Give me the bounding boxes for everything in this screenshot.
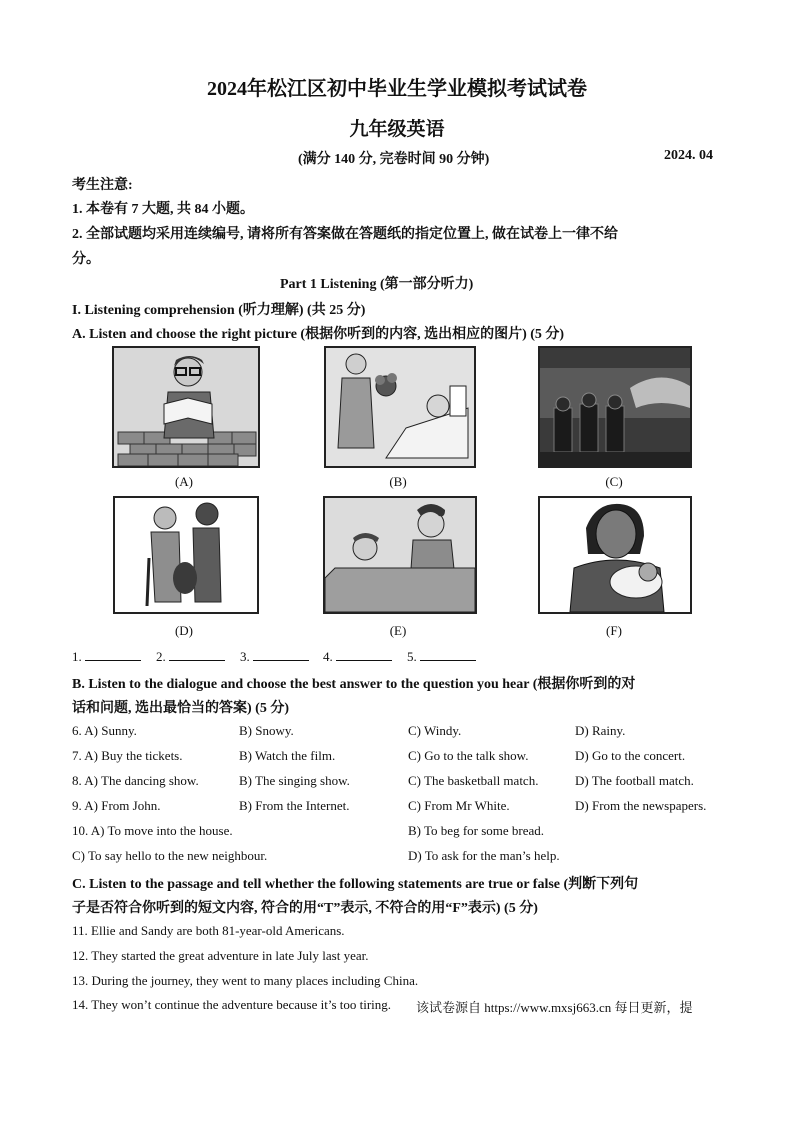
- exam-title: 2024年松江区初中毕业生学业模拟考试试卷: [207, 78, 587, 100]
- picture-caption-e: (E): [389, 623, 407, 638]
- answer-blank-3: 3.: [240, 648, 309, 665]
- question-option: C) To say hello to the new neighbour.: [72, 848, 268, 863]
- question-option: C) From Mr White.: [408, 798, 510, 813]
- question-option: B) To beg for some bread.: [408, 823, 545, 838]
- section-a-heading: A. Listen and choose the right picture (根据你听到的内容, 选出相应的图片) (5 分): [72, 327, 565, 342]
- picture-caption-a: (A): [174, 474, 194, 489]
- picture-caption-f: (F): [606, 623, 622, 638]
- exam-subject: 九年级英语: [349, 119, 445, 140]
- notice-item-2-line-1: 2. 全部试题均采用连续编号, 请将所有答案做在答题纸的指定位置上, 做在试卷上一律不给: [72, 227, 618, 242]
- question-option: D) Go to the concert.: [575, 748, 686, 763]
- question-option: D) The football match.: [575, 773, 694, 788]
- answer-blank-5: 5.: [407, 648, 476, 665]
- section-1-heading: I. Listening comprehension (听力理解) (共 25 分): [72, 303, 366, 318]
- question-option: D) Rainy.: [575, 723, 626, 738]
- question-option: 6. A) Sunny.: [72, 723, 137, 738]
- part1-heading: Part 1 Listening (第一部分听力): [280, 277, 474, 292]
- answer-blank-4: 4.: [323, 648, 392, 665]
- section-b-heading-line-1: B. Listen to the dialogue and choose the best answer to the question you hear (根据你听到的对: [72, 677, 636, 692]
- doctor-with-patient-picture: [323, 496, 477, 614]
- exam-info: (满分 140 分, 完卷时间 90 分钟): [298, 152, 490, 167]
- question-option: B) From the Internet.: [239, 798, 350, 813]
- question-option: B) The singing show.: [239, 773, 350, 788]
- notice-heading: 考生注意:: [72, 178, 133, 193]
- question-option: C) Windy.: [408, 723, 462, 738]
- exam-date: 2024. 04: [664, 148, 713, 163]
- notice-item-2-line-2: 分。: [72, 252, 100, 267]
- section-c-heading-line-1: C. Listen to the passage and tell whether the following statements are true or false (判断下列句: [72, 877, 639, 892]
- statement-item: 11. Ellie and Sandy are both 81-year-old Americans.: [72, 923, 345, 938]
- statement-item: 13. During the journey, they went to many places including China.: [72, 973, 419, 988]
- notice-item-1: 1. 本卷有 7 大题, 共 84 小题。: [72, 202, 254, 217]
- section-c-heading-line-2: 子是否符合你听到的短文内容, 符合的用“T”表示, 不符合的用“F”表示) (5 分): [72, 901, 538, 916]
- question-option: 7. A) Buy the tickets.: [72, 748, 183, 763]
- boy-reading-on-books-picture: [112, 346, 260, 468]
- question-option: 9. A) From John.: [72, 798, 161, 813]
- question-option: C) Go to the talk show.: [408, 748, 529, 763]
- question-option: B) Snowy.: [239, 723, 294, 738]
- answer-blank-2: 2.: [156, 648, 225, 665]
- statement-item: 14. They won’t continue the adventure because it’s too tiring.: [72, 997, 392, 1012]
- statement-item: 12. They started the great adventure in late July last year.: [72, 948, 369, 963]
- mother-holding-baby-picture: [538, 496, 692, 614]
- picture-caption-b: (B): [389, 474, 407, 489]
- question-option: D) To ask for the man’s help.: [408, 848, 560, 863]
- section-b-heading-line-2: 话和问题, 选出最恰当的答案) (5 分): [72, 701, 289, 716]
- visitor-with-flowers-at-bedside-picture: [324, 346, 476, 468]
- answer-blank-1: 1.: [72, 648, 141, 665]
- picture-caption-d: (D): [174, 623, 194, 638]
- question-option: C) The basketball match.: [408, 773, 539, 788]
- question-option: 8. A) The dancing show.: [72, 773, 199, 788]
- question-option: 10. A) To move into the house.: [72, 823, 233, 838]
- question-option: B) Watch the film.: [239, 748, 336, 763]
- firefighters-at-fire-picture: [538, 346, 692, 468]
- question-option: D) From the newspapers.: [575, 798, 707, 813]
- source-watermark: 该试卷源自 https://www.mxsj663.cn 每日更新，提: [416, 1000, 693, 1015]
- picture-caption-c: (C): [605, 474, 623, 489]
- helping-old-man-picture: [113, 496, 259, 614]
